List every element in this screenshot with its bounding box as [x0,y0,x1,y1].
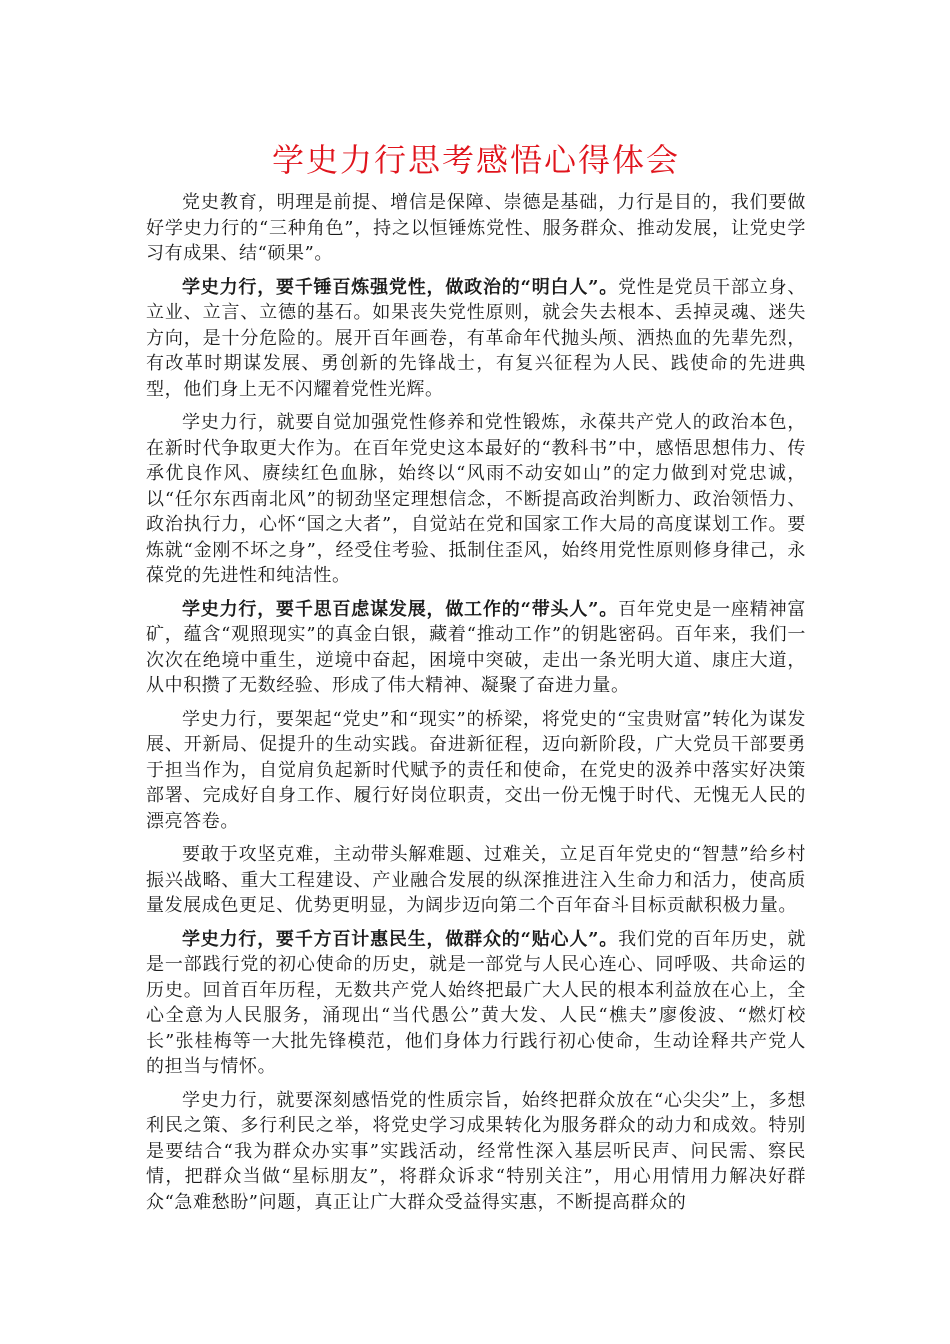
paragraph-text: 学史力行，就要自觉加强党性修养和党性锻炼，永葆共产党人的政治本色，在新时代争取更大作为。在百年党史这本最好的“教科书”中，感悟思想伟力、传承优良作风、赓续红色血脉，始终以“风雨不动安如山”的定力做到对党忠诚，以“任尔东西南北风”的韧劲坚定理想信念，不断提高政治判断力、政治领悟力、政治执行力，心怀“国之大者”，自觉站在党和国家工作大局的高度谋划工作。要炼就“金刚不坏之身”，经受住考验、抵制住歪风，始终用党性原则修身律己，永葆党的先进性和纯洁性。 [146,412,806,586]
paragraph-2 [146,275,806,403]
document-page [146,140,806,1223]
paragraph-lead: 学史力行，要千思百虑谋发展，做工作的“带头人”。 [182,598,619,620]
paragraph-lead: 学史力行，要千锤百炼强党性，做政治的“明白人”。 [182,276,619,298]
paragraph-text: 党性是党员干部立身、立业、立言、立德的基石。如果丧失党性原则，就会失去根本、丢掉灵魂、迷失方向，是十分危险的。展开百年画卷，有革命年代抛头颅、洒热血的先辈先烈，有改革时期谋发展、勇创新的先锋战士，有复兴征程为人民、践使命的先进典型，他们身上无不闪耀着党性光辉。 [146,276,807,400]
paragraph-text: 学史力行，要架起“党史”和“现实”的桥梁，将党史的“宝贵财富”转化为谋发展、开新局、促提升的生动实践。奋进新征程，迈向新阶段，广大党员干部要勇于担当作为，自觉肩负起新时代赋予的责任和使命，在党史的汲养中落实好决策部署、完成好自身工作、履行好岗位职责，交出一份无愧于时代、无愧无人民的漂亮答卷。 [146,708,806,832]
paragraph-5 [146,707,806,835]
page-title: 学史力行思考感悟心得体会 [271,141,680,179]
paragraph-lead: 学史力行，要千方百计惠民生，做群众的“贴心人”。 [182,928,619,950]
paragraph-7 [146,927,806,1080]
paragraph-text: 百年党史是一座精神富矿，蕴含“观照现实”的真金白银，藏着“推动工作”的钥匙密码。百年来，我们一次次在绝境中重生，逆境中奋起，困境中突破，走出一条光明大道、康庄大道，从中积攒了无数经验、形成了伟大精神、凝聚了奋进力量。 [146,598,807,696]
paragraph-1 [146,190,806,267]
paragraph-text: 要敢于攻坚克难，主动带头解难题、过难关，立足百年党史的“智慧”给乡村振兴战略、重大工程建设、产业融合发展的纵深推进注入生命力和活力，使高质量发展成色更足、优势更明显，为阔步迈向第二个百年奋斗目标贡献积极力量。 [146,844,806,916]
paragraph-text: 我们党的百年历史，就是一部践行党的初心使命的历史，就是一部党与人民心连心、同呼吸、共命运的历史。回首百年历程，无数共产党人始终把最广大人民的根本利益放在心上，全心全意为人民服务，涌现出“当代愚公”黄大发、人民“樵夫”廖俊波、“燃灯校长”张桂梅等一大批先锋模范，他们身体力行践行初心使命，生动诠释共产党人的担当与情怀。 [146,928,807,1077]
paragraph-text: 学史力行，就要深刻感悟党的性质宗旨，始终把群众放在“心尖尖”上，多想利民之策、多行利民之举，将党史学习成果转化为服务群众的动力和成效。特别是要结合“我为群众办实事”实践活动，经常性深入基层听民声、问民需、察民情，把群众当做“星标朋友”，将群众诉求“特别关注”，用心用情用力解决好群众“急难愁盼”问题，真正让广大群众受益得实惠，不断提高群众的 [146,1089,806,1213]
paragraph-text: 党史教育，明理是前提、增信是保障、崇德是基础，力行是目的，我们要做好学史力行的“三种角色”，持之以恒锤炼党性、服务群众、推动发展，让党史学习有成果、结“硕果”。 [146,192,806,264]
paragraph-8 [146,1088,806,1216]
paragraph-6 [146,842,806,919]
paragraph-3 [146,410,806,589]
paragraph-4 [146,597,806,699]
